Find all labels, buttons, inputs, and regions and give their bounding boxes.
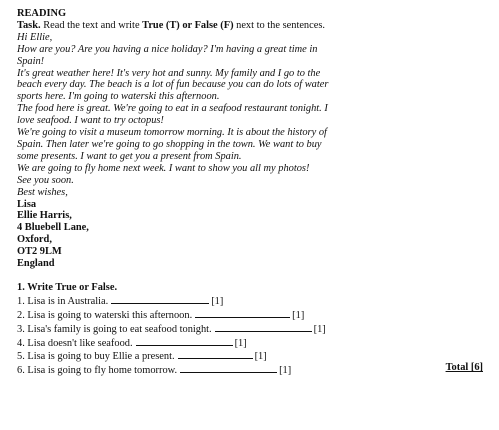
question-text: 3. Lisa's family is going to eat seafood tonight.: [17, 323, 212, 335]
question-text: 1. Lisa is in Australia.: [17, 295, 109, 307]
exercise-title: 1. Write True or False.: [17, 281, 118, 293]
question-item: [17, 363, 499, 377]
question-mark: [1]: [234, 337, 247, 349]
letter-line: See you soon.: [17, 174, 74, 186]
question-text: 6. Lisa is going to fly home tomorrow.: [17, 365, 178, 377]
answer-blank[interactable]: [180, 363, 277, 373]
reading-title: READING: [17, 8, 67, 19]
address-line: Lisa: [17, 198, 37, 210]
answer-blank[interactable]: [215, 322, 312, 332]
question-mark: [1]: [254, 351, 267, 363]
question-text: 5. Lisa is going to buy Ellie a present.: [17, 351, 175, 363]
answer-blank[interactable]: [136, 336, 233, 346]
letter-line: beach every day. The beach is a lot of fun because you can do lots of water: [17, 79, 329, 91]
letter-line: some presents. I want to get you a present from Spain.: [17, 150, 242, 162]
question-text: 4. Lisa doesn't like seafood.: [17, 337, 133, 349]
question-text: 2. Lisa is going to waterski this afternoon.: [17, 309, 193, 321]
address-line: England: [17, 258, 55, 270]
task-label: Task.: [17, 19, 41, 31]
task-text-before: Read the text and write: [40, 19, 143, 31]
address-line: Ellie Harris,: [17, 210, 72, 222]
question-item: [17, 294, 499, 308]
question-mark: [1]: [279, 365, 292, 377]
question-item: [17, 349, 499, 363]
letter-line: Best wishes,: [17, 186, 68, 198]
letter-line: Spain!: [17, 55, 45, 67]
address-line: OT2 9LM: [17, 246, 62, 258]
address-line: 4 Bluebell Lane,: [17, 222, 89, 234]
question-list: [17, 294, 499, 377]
letter-line: love seafood. I want to try octopus!: [17, 115, 164, 127]
address-line: Oxford,: [17, 234, 52, 246]
task-true-false: True (T) or False (F): [142, 19, 234, 31]
answer-blank[interactable]: [111, 294, 209, 304]
question-mark: [1]: [313, 323, 326, 335]
letter-line: It's great weather here! It's very hot and sunny. My family and I go to the: [17, 67, 321, 79]
answer-blank[interactable]: [178, 349, 253, 359]
question-item: [17, 308, 499, 322]
letter-body: [17, 32, 499, 199]
section-gap: [17, 270, 499, 282]
letter-line: Hi Ellie,: [17, 31, 53, 43]
total-score: Total [6]: [445, 362, 483, 373]
letter-line: We're going to visit a museum tomorrow morning. It is about the history of: [17, 127, 327, 139]
letter-line: Spain. Then later we're going to go shopping in the town. We want to buy: [17, 138, 322, 150]
question-mark: [1]: [211, 295, 224, 307]
question-item: [17, 322, 499, 336]
address-block: [17, 199, 499, 270]
letter-line: We are going to fly home next week. I want to show you all my photos!: [17, 162, 310, 174]
task-text-after: next to the sentences.: [233, 19, 325, 31]
letter-line: How are you? Are you having a nice holiday? I'm having a great time in: [17, 43, 318, 55]
letter-line: The food here is great. We're going to eat in a seafood restaurant tonight. I: [17, 103, 328, 115]
question-item: [17, 336, 499, 350]
task-instruction: [17, 20, 499, 32]
question-mark: [1]: [292, 309, 305, 321]
letter-line: sports here. I'm going to waterski this afternoon.: [17, 91, 220, 103]
answer-blank[interactable]: [195, 308, 290, 318]
